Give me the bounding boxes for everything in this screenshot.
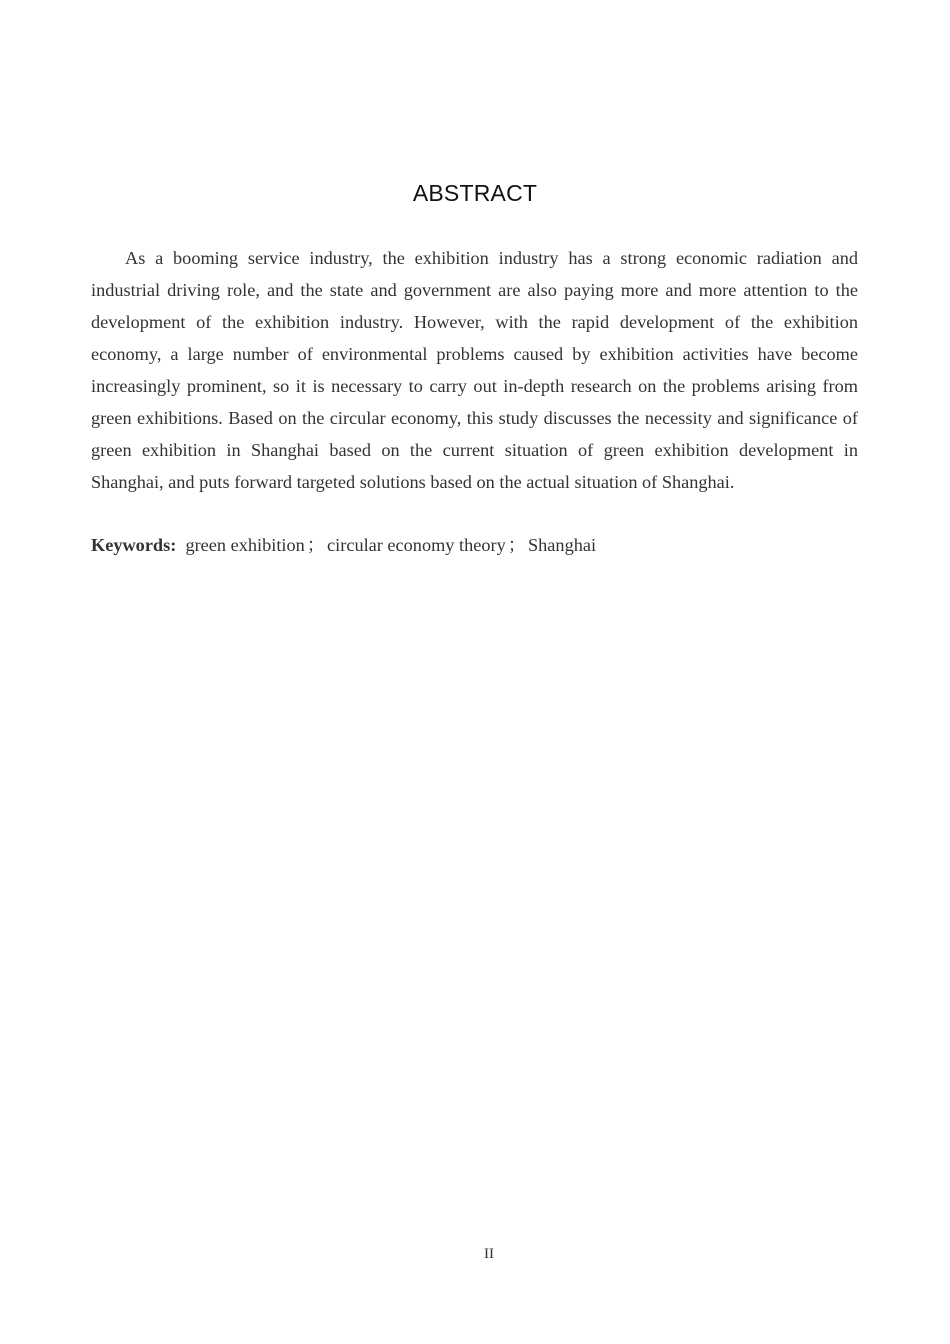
keyword-separator: ； — [507, 535, 526, 555]
keywords-line — [91, 529, 858, 561]
keyword-item: Shanghai — [528, 535, 597, 555]
abstract-paragraph: As a booming service industry, the exhibition industry has a strong economic radiation and industrial driving role, and the state and government are also paying more and more attention to the development of the exhibition industry. However, with the rapid development of the exhibition economy, a large number of environmental problems caused by exhibition activities have become increasingly prominent, so it is necessary to carry out in-depth research on the problems arising from green exhibitions. Based on the circular economy, this study discusses the necessity and significance of green exhibition in Shanghai based on the current situation of green exhibition development in Shanghai, and puts forward targeted solutions based on the actual situation of Shanghai. — [91, 248, 858, 492]
page-title: ABSTRACT — [412, 180, 538, 206]
keyword-separator: ； — [306, 535, 326, 555]
page-number: II — [484, 1246, 494, 1262]
keyword-item: green exhibition — [185, 535, 305, 555]
keywords-label: Keywords: — [91, 535, 177, 555]
keyword-item: circular economy theory — [327, 535, 506, 555]
